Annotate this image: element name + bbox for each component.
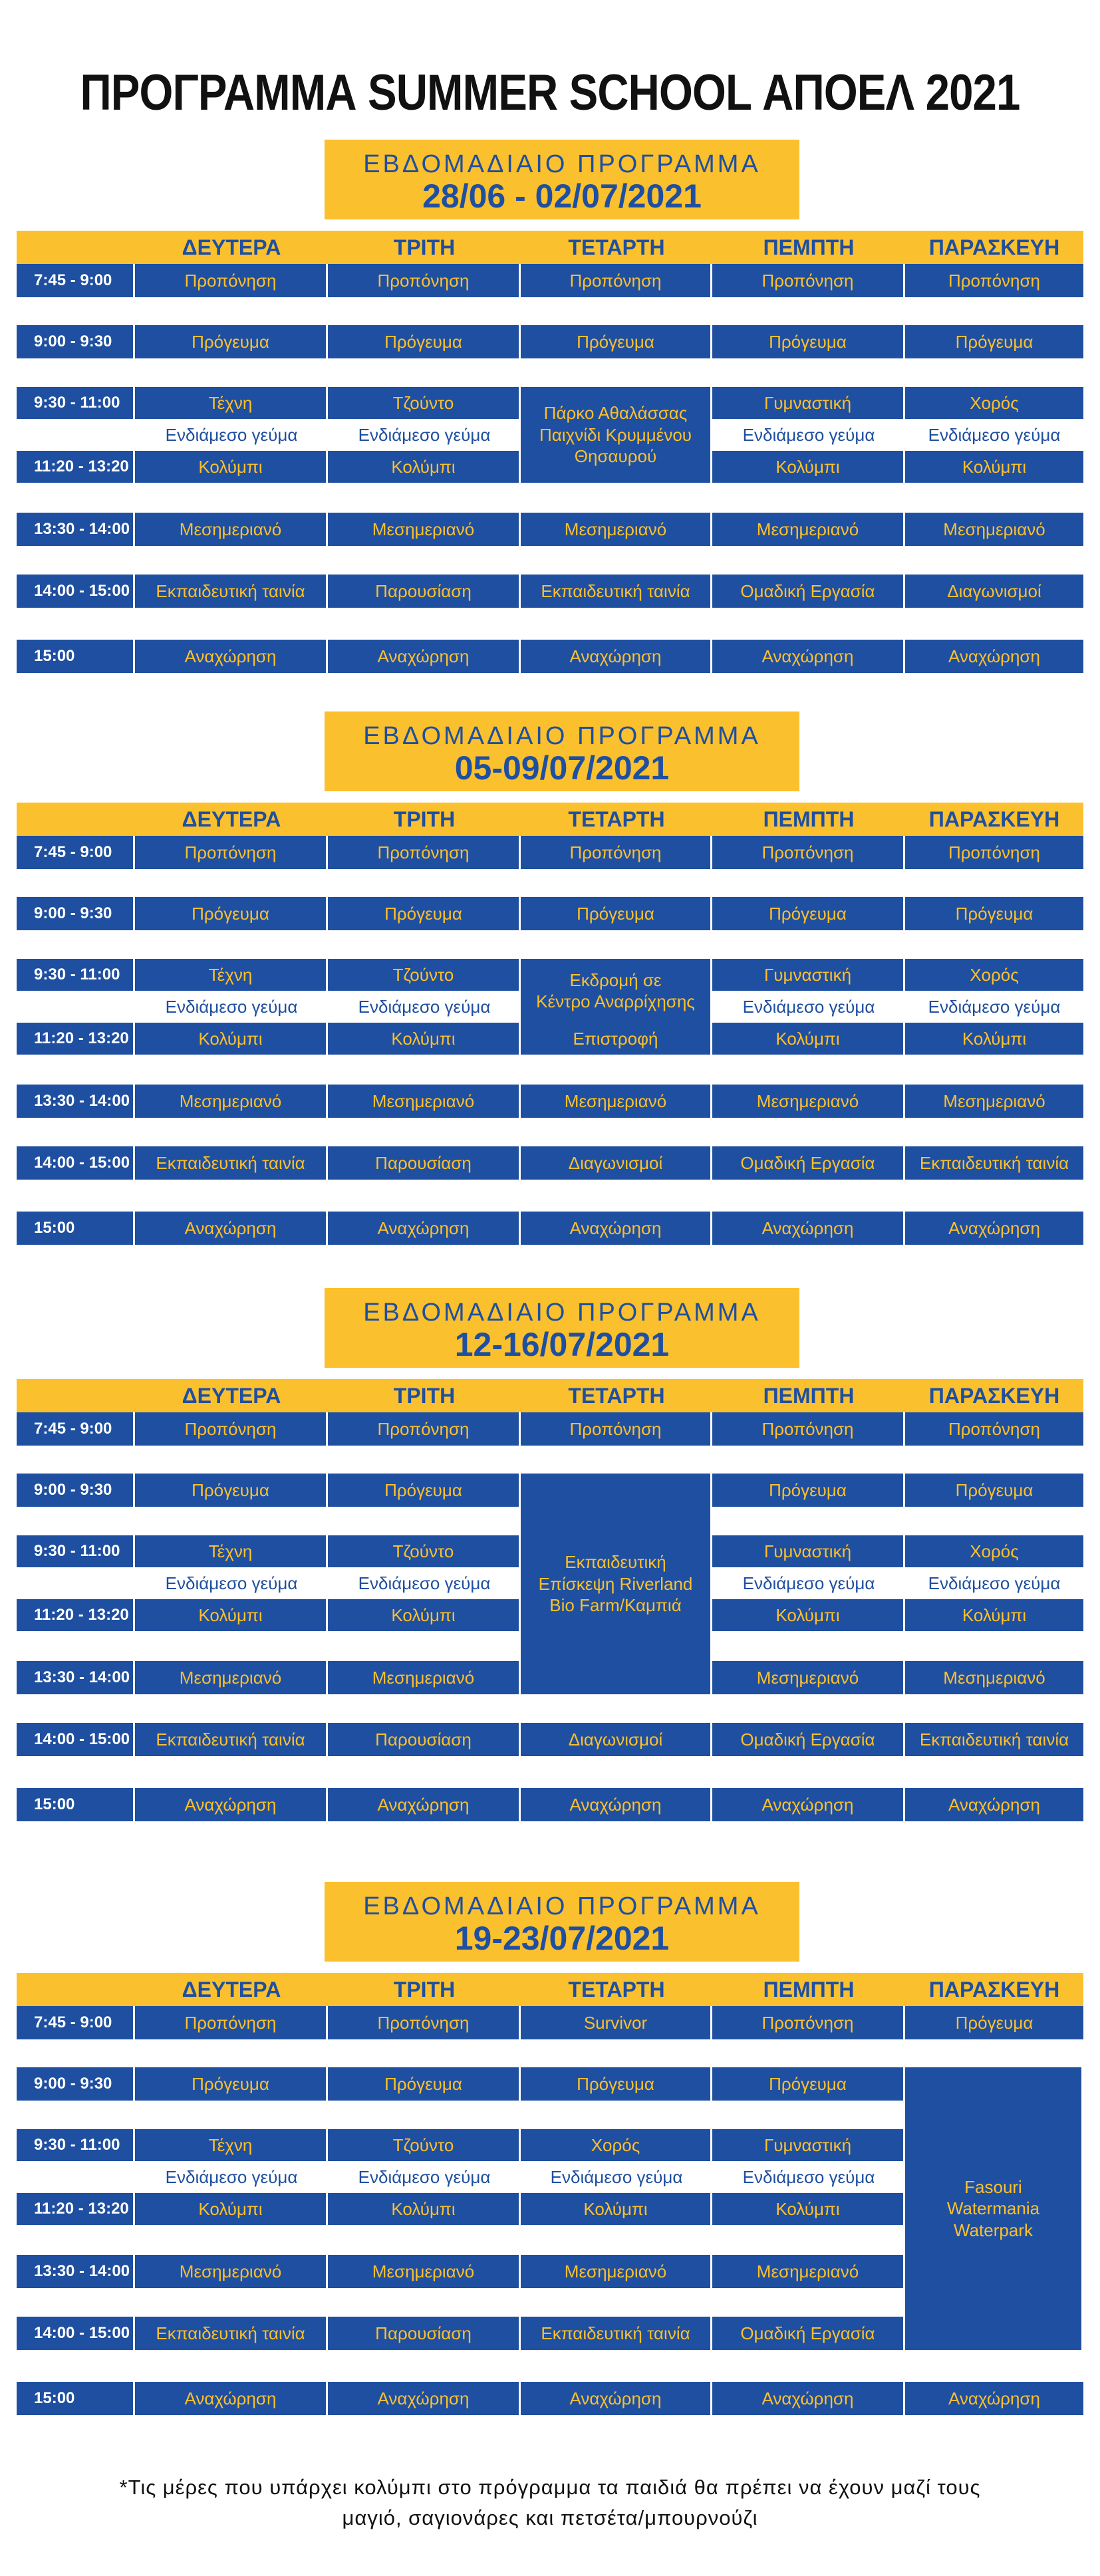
schedule-cell: Αναχώρηση	[521, 640, 712, 673]
schedule-cell: Παρουσίαση	[328, 1723, 521, 1756]
special-event-line: Waterpark	[954, 2220, 1033, 2240]
snack-cell: Ενδιάμεσο γεύμα	[712, 419, 905, 451]
time-slot: 13:30 - 14:00	[17, 1085, 135, 1118]
schedule-cell: Επιστροφή	[521, 1023, 712, 1055]
page-title: ΠΡΟΓΡΑΜΜΑ SUMMER SCHOOL ΑΠΟΕΛ 2021	[80, 64, 1020, 121]
snack-cell: Ενδιάμεσο γεύμα	[712, 2161, 905, 2193]
day-header: ΤΕΤΑΡΤΗ	[521, 1973, 712, 2006]
schedule-cell: Αναχώρηση	[521, 2382, 712, 2415]
day-header: ΠΑΡΑΣΚΕΥΗ	[905, 231, 1083, 264]
week-dates: 05-09/07/2021	[454, 749, 670, 787]
schedule-cell: Προπόνηση	[328, 264, 521, 297]
schedule-cell: Ομαδική Εργασία	[712, 2317, 905, 2350]
schedule-cell: Εκπαιδευτική ταινία	[135, 575, 328, 608]
snack-cell: Ενδιάμεσο γεύμα	[328, 419, 521, 451]
schedule-cell: Τέχνη	[135, 1535, 328, 1567]
time-slot: 15:00	[17, 1788, 135, 1821]
time-slot: 11:20 - 13:20	[17, 1599, 135, 1631]
schedule-cell: Προπόνηση	[328, 2006, 521, 2039]
schedule-cell: Τέχνη	[135, 387, 328, 419]
schedule-cell: Προπόνηση	[135, 836, 328, 869]
schedule-cell: Survivor	[521, 2006, 712, 2039]
time-slot: 9:30 - 11:00	[17, 1535, 135, 1567]
time-slot: 13:30 - 14:00	[17, 2255, 135, 2288]
schedule-cell: Μεσημεριανό	[905, 513, 1083, 546]
time-slot: 7:45 - 9:00	[17, 1412, 135, 1446]
schedule-cell: Αναχώρηση	[712, 2382, 905, 2415]
snack-cell: Ενδιάμεσο γεύμα	[521, 2161, 712, 2193]
schedule-cell: Τζούντο	[328, 2129, 521, 2161]
week-banner-label: ΕΒΔΟΜΑΔΙΑΙΟ ΠΡΟΓΡΑΜΜΑ	[363, 1299, 761, 1327]
schedule-cell: Αναχώρηση	[328, 1212, 521, 1245]
schedule-cell: Παρουσίαση	[328, 2317, 521, 2350]
schedule-cell: Μεσημεριανό	[712, 1661, 905, 1694]
schedule-cell: Τέχνη	[135, 959, 328, 991]
header-spacer	[17, 231, 135, 264]
week-banner-label: ΕΒΔΟΜΑΔΙΑΙΟ ΠΡΟΓΡΑΜΜΑ	[363, 1892, 761, 1920]
schedule-cell: Προπόνηση	[905, 836, 1083, 869]
week-banner	[325, 140, 799, 219]
special-event-line: Εκπαιδευτική	[565, 1552, 666, 1573]
snack-cell: Ενδιάμεσο γεύμα	[135, 419, 328, 451]
schedule-cell: Τζούντο	[328, 1535, 521, 1567]
day-header: ΔΕΥΤΕΡΑ	[135, 803, 328, 836]
header-spacer	[17, 1973, 135, 2006]
time-slot: 14:00 - 15:00	[17, 575, 135, 608]
schedule-cell: Κολύμπι	[905, 1599, 1083, 1631]
week-dates: 12-16/07/2021	[454, 1326, 670, 1363]
schedule-cell: Εκπαιδευτική ταινία	[135, 1146, 328, 1180]
schedule-cell: Γυμναστική	[712, 1535, 905, 1567]
schedule-cell: Προπόνηση	[712, 836, 905, 869]
schedule-cell: Εκπαιδευτική ταινία	[905, 1146, 1083, 1180]
header-spacer	[17, 1379, 135, 1412]
schedule-cell: Αναχώρηση	[521, 1788, 712, 1821]
time-slot: 7:45 - 9:00	[17, 264, 135, 297]
special-event-block	[905, 2067, 1083, 2350]
time-slot: 15:00	[17, 2382, 135, 2415]
time-slot: 11:20 - 13:20	[17, 1023, 135, 1055]
week-banner	[325, 1288, 799, 1368]
schedule-cell: Πρόγευμα	[905, 325, 1083, 358]
time-slot: 13:30 - 14:00	[17, 513, 135, 546]
schedule-cell: Κολύμπι	[328, 2193, 521, 2225]
schedule-cell: Κολύμπι	[135, 451, 328, 483]
schedule-cell: Μεσημεριανό	[328, 1085, 521, 1118]
header-spacer	[17, 803, 135, 836]
schedule-cell: Κολύμπι	[135, 1599, 328, 1631]
schedule-cell: Κολύμπι	[135, 1023, 328, 1055]
schedule-cell: Χορός	[905, 387, 1083, 419]
schedule-cell: Κολύμπι	[905, 451, 1083, 483]
schedule-cell: Κολύμπι	[328, 451, 521, 483]
schedule-cell: Πρόγευμα	[135, 897, 328, 930]
footnote	[0, 2472, 1100, 2533]
time-slot: 14:00 - 15:00	[17, 1723, 135, 1756]
footnote-line-1: *Τις μέρες που υπάρχει κολύμπι στο πρόγραμμα τα παιδιά θα πρέπει να έχουν μαζί τους	[119, 2476, 981, 2499]
footnote-line-2: μαγιό, σαγιονάρες και πετσέτα/μπουρνούζι	[342, 2506, 758, 2529]
schedule-cell: Διαγωνισμοί	[521, 1146, 712, 1180]
schedule-cell: Αναχώρηση	[135, 2382, 328, 2415]
schedule-cell: Προπόνηση	[712, 1412, 905, 1446]
snack-cell: Ενδιάμεσο γεύμα	[905, 991, 1083, 1023]
time-slot: 14:00 - 15:00	[17, 1146, 135, 1180]
special-event-line: Fasouri	[964, 2176, 1022, 2197]
week-banner-label: ΕΒΔΟΜΑΔΙΑΙΟ ΠΡΟΓΡΑΜΜΑ	[363, 150, 761, 178]
schedule-cell: Αναχώρηση	[712, 640, 905, 673]
week-dates: 19-23/07/2021	[454, 1920, 670, 1957]
schedule-cell: Μεσημεριανό	[712, 513, 905, 546]
schedule-cell: Μεσημεριανό	[521, 1085, 712, 1118]
schedule-cell: Αναχώρηση	[712, 1788, 905, 1821]
schedule-cell: Ομαδική Εργασία	[712, 575, 905, 608]
schedule-cell: Προπόνηση	[135, 1412, 328, 1446]
snack-cell: Ενδιάμεσο γεύμα	[135, 991, 328, 1023]
schedule-cell: Χορός	[905, 959, 1083, 991]
time-slot: 7:45 - 9:00	[17, 836, 135, 869]
special-event-block	[521, 1474, 712, 1694]
day-header: ΤΕΤΑΡΤΗ	[521, 231, 712, 264]
special-event-line: Πάρκο Αθαλάσσας	[543, 403, 688, 424]
week-banner	[325, 1882, 799, 1962]
schedule-cell: Αναχώρηση	[135, 1212, 328, 1245]
schedule-cell: Πρόγευμα	[712, 1474, 905, 1507]
schedule-cell: Μεσημεριανό	[521, 2255, 712, 2288]
schedule-cell: Αναχώρηση	[905, 1212, 1083, 1245]
special-event-line: Παιχνίδι Κρυμμένου	[539, 424, 692, 445]
schedule-cell: Κολύμπι	[712, 1599, 905, 1631]
schedule-cell: Κολύμπι	[328, 1023, 521, 1055]
schedule-cell: Διαγωνισμοί	[521, 1723, 712, 1756]
day-header: ΤΕΤΑΡΤΗ	[521, 803, 712, 836]
schedule-cell: Τζούντο	[328, 959, 521, 991]
schedule-cell: Μεσημεριανό	[905, 1661, 1083, 1694]
snack-cell: Ενδιάμεσο γεύμα	[328, 991, 521, 1023]
schedule-cell: Πρόγευμα	[135, 2067, 328, 2101]
schedule-cell: Πρόγευμα	[328, 325, 521, 358]
day-header: ΠΕΜΠΤΗ	[712, 803, 905, 836]
snack-cell: Ενδιάμεσο γεύμα	[328, 2161, 521, 2193]
schedule-cell: Πρόγευμα	[135, 325, 328, 358]
schedule-cell: Πρόγευμα	[712, 2067, 905, 2101]
day-header: ΠΑΡΑΣΚΕΥΗ	[905, 1379, 1083, 1412]
snack-cell: Ενδιάμεσο γεύμα	[905, 419, 1083, 451]
schedule-cell: Μεσημεριανό	[712, 2255, 905, 2288]
special-event-line: Εκδρομή σε	[569, 969, 662, 990]
day-header: ΤΡΙΤΗ	[328, 1379, 521, 1412]
schedule-cell: Αναχώρηση	[135, 1788, 328, 1821]
schedule-cell: Αναχώρηση	[521, 1212, 712, 1245]
special-event-block	[521, 387, 712, 483]
time-slot: 15:00	[17, 640, 135, 673]
schedule-cell: Πρόγευμα	[328, 2067, 521, 2101]
day-header: ΠΕΜΠΤΗ	[712, 1379, 905, 1412]
time-slot: 11:20 - 13:20	[17, 2193, 135, 2225]
schedule-cell: Εκπαιδευτική ταινία	[135, 2317, 328, 2350]
snack-cell: Ενδιάμεσο γεύμα	[135, 2161, 328, 2193]
schedule-cell: Αναχώρηση	[905, 1788, 1083, 1821]
day-header: ΠΑΡΑΣΚΕΥΗ	[905, 1973, 1083, 2006]
day-header: ΤΡΙΤΗ	[328, 1973, 521, 2006]
schedule-cell: Προπόνηση	[328, 836, 521, 869]
time-slot: 9:00 - 9:30	[17, 897, 135, 930]
schedule-cell: Εκπαιδευτική ταινία	[521, 2317, 712, 2350]
schedule-cell: Γυμναστική	[712, 387, 905, 419]
schedule-cell: Αναχώρηση	[712, 1212, 905, 1245]
schedule-cell: Μεσημεριανό	[712, 1085, 905, 1118]
schedule-cell: Εκπαιδευτική ταινία	[521, 575, 712, 608]
schedule-cell: Αναχώρηση	[328, 2382, 521, 2415]
time-slot: 9:00 - 9:30	[17, 325, 135, 358]
day-header: ΠΕΜΠΤΗ	[712, 1973, 905, 2006]
time-slot: 9:30 - 11:00	[17, 959, 135, 991]
day-header: ΤΕΤΑΡΤΗ	[521, 1379, 712, 1412]
special-event-line: Watermania	[946, 2198, 1040, 2219]
schedule-cell: Αναχώρηση	[328, 1788, 521, 1821]
day-header: ΠΕΜΠΤΗ	[712, 231, 905, 264]
schedule-cell: Κολύμπι	[135, 2193, 328, 2225]
special-event-line: Κέντρο Αναρρίχησης	[536, 991, 695, 1011]
week-banner-label: ΕΒΔΟΜΑΔΙΑΙΟ ΠΡΟΓΡΑΜΜΑ	[363, 722, 761, 750]
schedule-cell: Πρόγευμα	[521, 897, 712, 930]
schedule-cell: Προπόνηση	[135, 2006, 328, 2039]
schedule-cell: Παρουσίαση	[328, 575, 521, 608]
snack-cell: Ενδιάμεσο γεύμα	[135, 1567, 328, 1599]
snack-cell: Ενδιάμεσο γεύμα	[328, 1567, 521, 1599]
schedule-cell: Αναχώρηση	[328, 640, 521, 673]
snack-cell: Ενδιάμεσο γεύμα	[712, 991, 905, 1023]
time-slot: 15:00	[17, 1212, 135, 1245]
schedule-cell: Προπόνηση	[905, 1412, 1083, 1446]
schedule-cell: Μεσημεριανό	[328, 1661, 521, 1694]
time-slot: 13:30 - 14:00	[17, 1661, 135, 1694]
schedule-cell: Πρόγευμα	[712, 325, 905, 358]
schedule-cell: Προπόνηση	[521, 264, 712, 297]
schedule-cell: Πρόγευμα	[712, 897, 905, 930]
schedule-cell: Προπόνηση	[135, 264, 328, 297]
time-slot: 11:20 - 13:20	[17, 451, 135, 483]
schedule-cell: Μεσημεριανό	[135, 1661, 328, 1694]
schedule-cell: Κολύμπι	[712, 1023, 905, 1055]
schedule-cell: Μεσημεριανό	[905, 1085, 1083, 1118]
schedule-cell: Ομαδική Εργασία	[712, 1146, 905, 1180]
time-slot: 9:00 - 9:30	[17, 2067, 135, 2101]
schedule-cell: Μεσημεριανό	[135, 2255, 328, 2288]
time-slot: 14:00 - 15:00	[17, 2317, 135, 2350]
day-header: ΔΕΥΤΕΡΑ	[135, 231, 328, 264]
schedule-cell: Κολύμπι	[905, 1023, 1083, 1055]
schedule-cell: Εκπαιδευτική ταινία	[135, 1723, 328, 1756]
day-header: ΠΑΡΑΣΚΕΥΗ	[905, 803, 1083, 836]
schedule-cell: Μεσημεριανό	[328, 513, 521, 546]
week-dates: 28/06 - 02/07/2021	[422, 178, 702, 215]
schedule-cell: Πρόγευμα	[328, 897, 521, 930]
schedule-cell: Προπόνηση	[521, 1412, 712, 1446]
schedule-cell: Πρόγευμα	[521, 325, 712, 358]
schedule-cell: Πρόγευμα	[328, 1474, 521, 1507]
schedule-cell: Χορός	[905, 1535, 1083, 1567]
schedule-cell: Αναχώρηση	[905, 2382, 1083, 2415]
schedule-cell: Μεσημεριανό	[135, 513, 328, 546]
time-slot: 9:30 - 11:00	[17, 2129, 135, 2161]
snack-cell: Ενδιάμεσο γεύμα	[712, 1567, 905, 1599]
time-slot: 9:30 - 11:00	[17, 387, 135, 419]
schedule-cell: Αναχώρηση	[905, 640, 1083, 673]
special-event-line: Bio Farm/Καμπιά	[549, 1595, 682, 1616]
time-slot: 9:00 - 9:30	[17, 1474, 135, 1507]
schedule-cell: Προπόνηση	[905, 264, 1083, 297]
schedule-cell: Κολύμπι	[712, 2193, 905, 2225]
schedule-cell: Προπόνηση	[328, 1412, 521, 1446]
special-event-block	[521, 959, 712, 1023]
schedule-cell: Πρόγευμα	[905, 897, 1083, 930]
schedule-cell: Διαγωνισμοί	[905, 575, 1083, 608]
special-event-line: Επίσκεψη Riverland	[538, 1573, 693, 1594]
day-header: ΔΕΥΤΕΡΑ	[135, 1379, 328, 1412]
schedule-cell: Παρουσίαση	[328, 1146, 521, 1180]
schedule-cell: Χορός	[521, 2129, 712, 2161]
schedule-cell: Μεσημεριανό	[328, 2255, 521, 2288]
day-header: ΤΡΙΤΗ	[328, 231, 521, 264]
schedule-cell: Πρόγευμα	[905, 1474, 1083, 1507]
schedule-cell: Γυμναστική	[712, 2129, 905, 2161]
schedule-cell: Κολύμπι	[521, 2193, 712, 2225]
schedule-cell: Κολύμπι	[328, 1599, 521, 1631]
schedule-cell: Πρόγευμα	[905, 2006, 1083, 2039]
schedule-cell: Ομαδική Εργασία	[712, 1723, 905, 1756]
schedule-cell: Τέχνη	[135, 2129, 328, 2161]
day-header: ΤΡΙΤΗ	[328, 803, 521, 836]
schedule-cell: Προπόνηση	[712, 264, 905, 297]
schedule-cell: Προπόνηση	[712, 2006, 905, 2039]
schedule-cell: Πρόγευμα	[521, 2067, 712, 2101]
schedule-cell: Πρόγευμα	[135, 1474, 328, 1507]
schedule-cell: Αναχώρηση	[135, 640, 328, 673]
schedule-cell: Τζούντο	[328, 387, 521, 419]
schedule-cell: Εκπαιδευτική ταινία	[905, 1723, 1083, 1756]
schedule-cell: Κολύμπι	[712, 451, 905, 483]
snack-cell: Ενδιάμεσο γεύμα	[905, 1567, 1083, 1599]
special-event-line: Θησαυρού	[574, 446, 657, 467]
time-slot: 7:45 - 9:00	[17, 2006, 135, 2039]
schedule-cell: Προπόνηση	[521, 836, 712, 869]
schedule-cell: Γυμναστική	[712, 959, 905, 991]
day-header: ΔΕΥΤΕΡΑ	[135, 1973, 328, 2006]
week-banner	[325, 711, 799, 791]
schedule-cell: Μεσημεριανό	[521, 513, 712, 546]
schedule-cell: Μεσημεριανό	[135, 1085, 328, 1118]
